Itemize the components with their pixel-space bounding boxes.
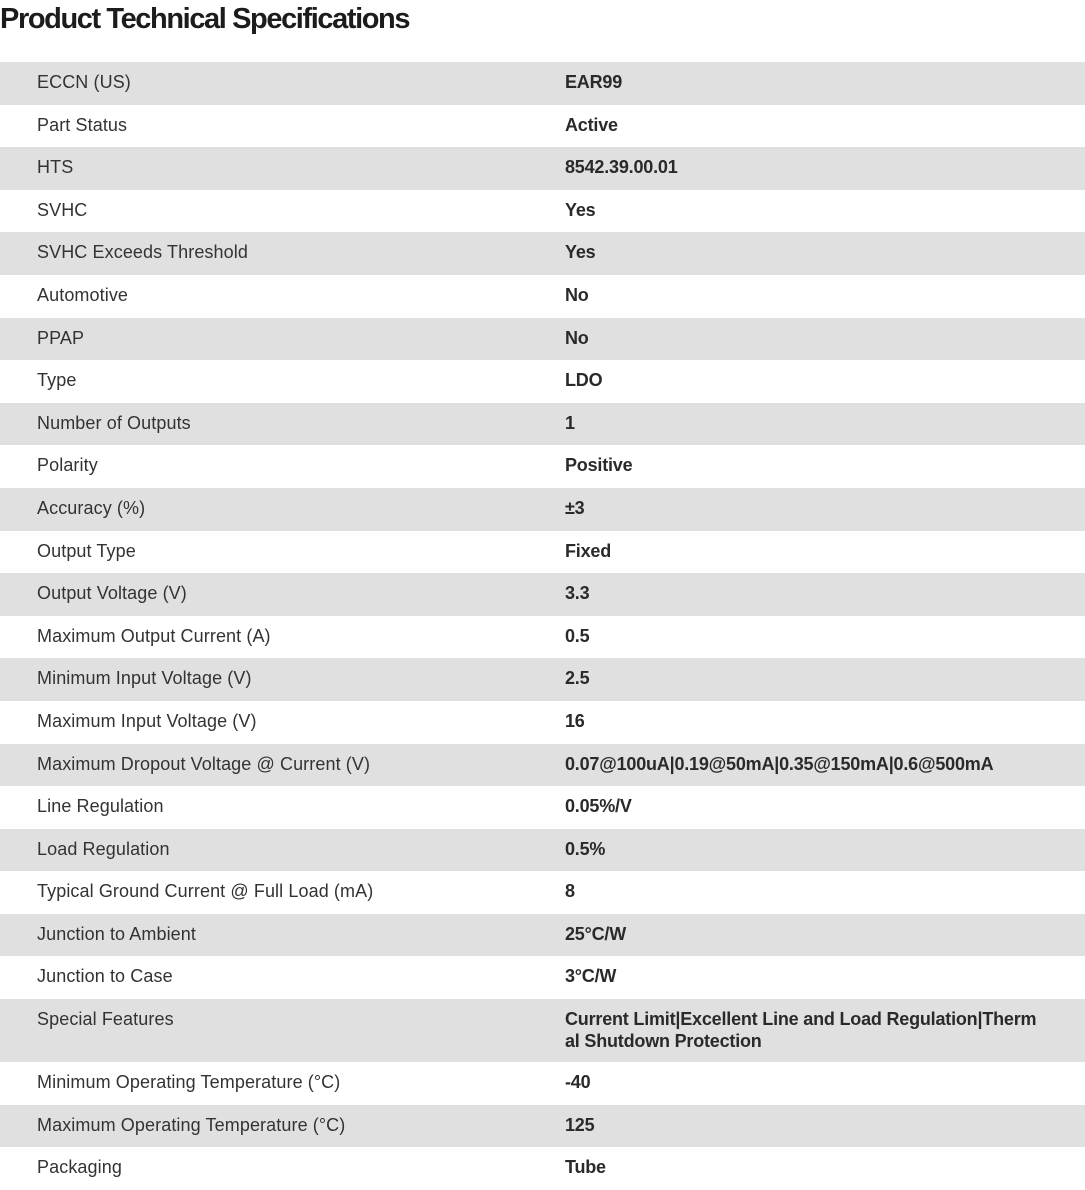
spec-label: Maximum Output Current (A) [37, 625, 271, 646]
spec-value: 16 [565, 710, 585, 731]
spec-label: SVHC [37, 199, 88, 220]
spec-value: 0.5 [565, 625, 590, 646]
spec-label: Special Features [37, 1009, 174, 1030]
spec-row-accuracy [0, 488, 1085, 531]
spec-value: 25°C/W [565, 923, 627, 944]
spec-label: Junction to Ambient [37, 923, 196, 944]
spec-value: Active [565, 114, 618, 135]
spec-row-output-type [0, 531, 1085, 574]
spec-value: Fixed [565, 540, 612, 561]
spec-value: 3.3 [565, 583, 590, 604]
spec-row-part-status [0, 105, 1085, 148]
spec-value: 2.5 [565, 668, 590, 689]
spec-label: Part Status [37, 114, 128, 135]
spec-label: Number of Outputs [37, 412, 191, 433]
spec-value: LDO [565, 370, 603, 391]
spec-label: ECCN (US) [37, 72, 131, 92]
spec-label: Packaging [37, 1157, 122, 1178]
spec-label: Maximum Operating Temperature (°C) [37, 1114, 346, 1135]
spec-row-max-input-voltage [0, 701, 1085, 744]
spec-label: Type [37, 370, 77, 391]
spec-table [0, 62, 1085, 1190]
spec-value: 8 [565, 881, 575, 902]
spec-label: Output Voltage (V) [37, 583, 187, 604]
spec-label: SVHC Exceeds Threshold [37, 242, 248, 263]
spec-row-min-input-voltage [0, 658, 1085, 701]
spec-value: 0.05%/V [565, 796, 632, 817]
spec-row-eccn [0, 62, 1085, 105]
spec-value: Current Limit|Excellent Line and Load Regulation|Thermal Shutdown Protection [565, 1009, 1037, 1052]
spec-row-junction-to-ambient [0, 914, 1085, 957]
spec-value: Yes [565, 199, 596, 220]
spec-label: Maximum Dropout Voltage @ Current (V) [37, 753, 371, 774]
spec-label: PPAP [37, 327, 85, 348]
spec-value: -40 [565, 1072, 591, 1093]
spec-value: No [565, 327, 589, 348]
spec-row-packaging [0, 1147, 1085, 1190]
spec-label: Maximum Input Voltage (V) [37, 710, 257, 731]
spec-value: Tube [565, 1157, 606, 1178]
spec-label: Load Regulation [37, 838, 170, 859]
spec-value: ±3 [565, 497, 585, 518]
spec-row-ppap [0, 318, 1085, 361]
spec-row-svhc-threshold [0, 232, 1085, 275]
spec-label: Output Type [37, 540, 136, 561]
spec-row-max-output-current [0, 616, 1085, 659]
spec-row-ground-current [0, 871, 1085, 914]
spec-value: 125 [565, 1114, 595, 1135]
spec-row-output-voltage [0, 573, 1085, 616]
spec-row-number-of-outputs [0, 403, 1085, 446]
spec-value: No [565, 284, 589, 305]
spec-value: 8542.39.00.01 [565, 157, 678, 178]
spec-value: Positive [565, 455, 633, 476]
page-title: Product Technical Specifications [0, 3, 410, 35]
spec-row-line-regulation [0, 786, 1085, 829]
spec-row-svhc [0, 190, 1085, 233]
spec-label: Polarity [37, 455, 98, 476]
spec-row-min-operating-temp [0, 1062, 1085, 1105]
spec-label: Minimum Operating Temperature (°C) [37, 1072, 341, 1093]
spec-label: Accuracy (%) [37, 497, 146, 518]
spec-label: Automotive [37, 284, 129, 305]
spec-row-max-dropout-voltage [0, 744, 1085, 787]
spec-row-hts [0, 147, 1085, 190]
spec-row-load-regulation [0, 829, 1085, 872]
spec-label: Junction to Case [37, 966, 173, 987]
spec-row-special-features [0, 999, 1085, 1062]
spec-label: Minimum Input Voltage (V) [37, 668, 252, 689]
spec-value: 0.5% [565, 838, 606, 859]
spec-row-polarity [0, 445, 1085, 488]
spec-value: 0.07@100uA|0.19@50mA|0.35@150mA|0.6@500mA [565, 753, 994, 774]
spec-row-automotive [0, 275, 1085, 318]
spec-value: 3°C/W [565, 966, 617, 987]
spec-value: EAR99 [565, 72, 623, 92]
spec-row-type [0, 360, 1085, 403]
spec-label: Typical Ground Current @ Full Load (mA) [37, 881, 374, 902]
spec-label: Line Regulation [37, 796, 164, 817]
spec-row-max-operating-temp [0, 1105, 1085, 1148]
spec-label: HTS [37, 157, 74, 178]
spec-row-junction-to-case [0, 956, 1085, 999]
spec-value: 1 [565, 412, 575, 433]
spec-value: Yes [565, 242, 596, 263]
